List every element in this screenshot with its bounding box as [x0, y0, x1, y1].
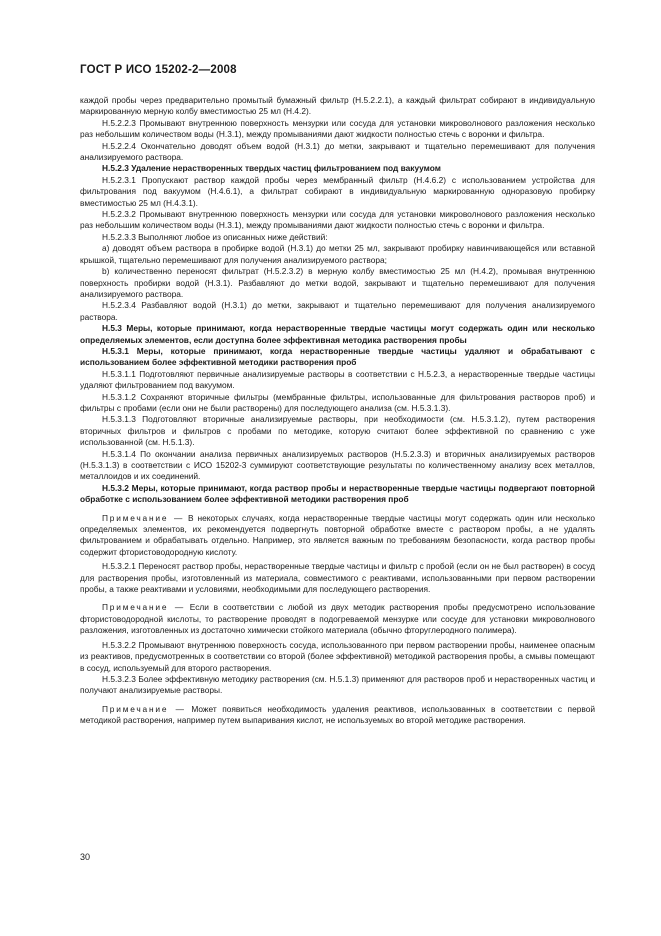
list-item: b) количественно переносят фильтрат (Н.5.2.3.2) в мерную колбу вместимостью 25 мл (Н.4.2), промывая внутреннюю поверхность пробирки водой (Н.3.1). Разбавляют до метки водой, закрывают и тщательно перемешивают для получения анализируемого раствора.	[80, 266, 595, 299]
section-heading: Н.5.2.3 Удаление нерастворенных твердых частиц фильтрованием под вакуумом	[102, 163, 441, 174]
paragraph: Н.5.2.2.3 Промывают внутреннюю поверхность мензурки или сосуда для установки микроволнового разложения несколько раз небольшим количеством воды (Н.3.1), между промываниями дают жидкости полностью стечь с воронки и фильтра.	[80, 117, 595, 140]
note-text: В некоторых случаях, когда нерастворенные твердые частицы могут содержать один или несколько определяемых элементов, их рекомендуется подвергнуть повторной обработке вместе с раствором пробы, а не удалять фильтрованием и обрабатывать отдельно. Например, это является важным по требованиям безопасности, когда раствор пробы содержит фтористоводородную кислоту.	[80, 512, 595, 557]
note-label: Примечание —	[102, 703, 186, 714]
paragraph: Н.5.3.1.1 Подготовляют первичные анализируемые растворы в соответствии с Н.5.2.3, а нерастворенные твердые частицы удаляют фильтрованием под вакуумом.	[80, 368, 595, 391]
document-header: ГОСТ Р ИСО 15202-2—2008	[80, 64, 237, 76]
list-item: a) доводят объем раствора в пробирке водой (Н.3.1) до метки 25 мл, закрывают пробирку навинчивающейся или вставной крышкой, тщательно перемешивают для получения анализируемого раствора;	[80, 243, 595, 265]
paragraph: Н.5.3.2.2 Промывают внутреннюю поверхность сосуда, использованного при первом растворении пробы, наименее опасным из реактивов, предусмотренных в соответствии со второй (более эффективной) методикой растворения пробы, а смывы помещают в сосуд, используемый для второго растворения.	[80, 639, 595, 673]
note	[80, 704, 595, 727]
paragraph: Н.5.2.3.4 Разбавляют водой (Н.3.1) до метки, закрывают и тщательно перемешивают для получения анализируемого раствора.	[80, 300, 595, 322]
note	[80, 513, 595, 559]
section-heading: Н.5.3.2 Меры, которые принимают, когда раствор пробы и нерастворенные твердые частицы подвергают повторной обработке с использованием более эффективной методики растворения проб	[80, 482, 595, 505]
section-heading: Н.5.3 Меры, которые принимают, когда нерастворенные твердые частицы могут содержать один или несколько определяемых элементов, если доступна более эффективная методика растворения пробы	[80, 323, 595, 345]
paragraph: Н.5.3.1.4 По окончании анализа первичных анализируемых растворов (Н.5.2.3.3) и вторичных анализируемых растворов (Н.5.3.1.3) в соответствии с ИСО 15202-3 суммируют соответствующие результаты по количественному анализу всех металлов, металлоидов и их соединений.	[80, 448, 595, 482]
section-heading: Н.5.3.1 Меры, которые принимают, когда нерастворенные твердые частицы удаляют и обрабатывают с использованием более эффективной методики растворения проб	[80, 345, 595, 368]
paragraph: Н.5.3.1.3 Подготовляют вторичные анализируемые растворы, при необходимости (см. Н.5.3.1.2), путем растворения вторичных фильтров и фильтров с пробами по методике, которую считают более эффективной по сравнению с уже использованной (см. Н.5.1.3).	[80, 414, 595, 448]
paragraph: Н.5.3.1.2 Сохраняют вторичные фильтры (мембранные фильтры, использованные для фильтрования растворов проб) и фильтры с пробами (если они не были растворены) для последующего анализа (см. Н.5.3.1.3).	[80, 391, 595, 413]
paragraph: Н.5.2.3.2 Промывают внутреннюю поверхность мензурки или сосуда для установки микроволнового разложения несколько раз небольшим количеством воды (Н.3.1), между промываниями дают жидкости полностью стечь с воронки и фильтра.	[80, 209, 595, 231]
note-label: Примечание —	[102, 602, 185, 613]
paragraph: Н.5.2.2.4 Окончательно доводят объем водой (Н.3.1) до метки, закрывают и тщательно перемешивают для получения анализируемого раствора.	[80, 140, 595, 163]
note-text: Может появиться необходимость удаления реактивов, использованных в соответствии с первой методикой растворения, например путем выпаривания кислот, не используемых во второй методике растворения.	[80, 703, 595, 726]
note-text: Если в соответствии с любой из двух методик растворения пробы предусмотрено использование фтористоводородной кислоты, то растворение проводят в подогреваемой мензурке или сосуде для установки микроволнового разложения, изготовленных из достаточно химически стойкого материала (обычно фторуглеродного полимера).	[80, 602, 595, 636]
page-number: 30	[80, 852, 91, 862]
note	[80, 602, 595, 636]
paragraph: каждой пробы через предварительно промытый бумажный фильтр (Н.5.2.2.1), а каждый фильтрат собирают в индивидуальную маркированную мерную колбу вместимостью 25 мл (Н.4.2).	[80, 95, 595, 117]
document-body	[80, 95, 595, 730]
note-label: Примечание —	[102, 512, 185, 523]
paragraph: Н.5.3.2.3 Более эффективную методику растворения (см. Н.5.1.3) применяют для растворов проб и нерастворенных частиц и получают анализируемые растворы.	[80, 673, 595, 696]
paragraph: Н.5.3.2.1 Переносят раствор пробы, нерастворенные твердые частицы и фильтр с пробой (если он не был растворен) в сосуд для растворения пробы, изготовленный из материала, совместимого с реактивами, использованными при первом растворении пробы, а также реактивами и условиями, необходимыми для последующего растворения.	[80, 561, 595, 595]
paragraph: Н.5.2.3.3 Выполняют любое из описанных ниже действий:	[102, 231, 328, 242]
paragraph: Н.5.2.3.1 Пропускают раствор каждой пробы через мембранный фильтр (Н.4.6.2) с использованием устройства для фильтрования под вакуумом (Н.4.6.1), а фильтрат собирают в индивидуальную маркированную одноразовую пробирку вместимостью 25 мл (Н.4.3.1).	[80, 174, 595, 208]
